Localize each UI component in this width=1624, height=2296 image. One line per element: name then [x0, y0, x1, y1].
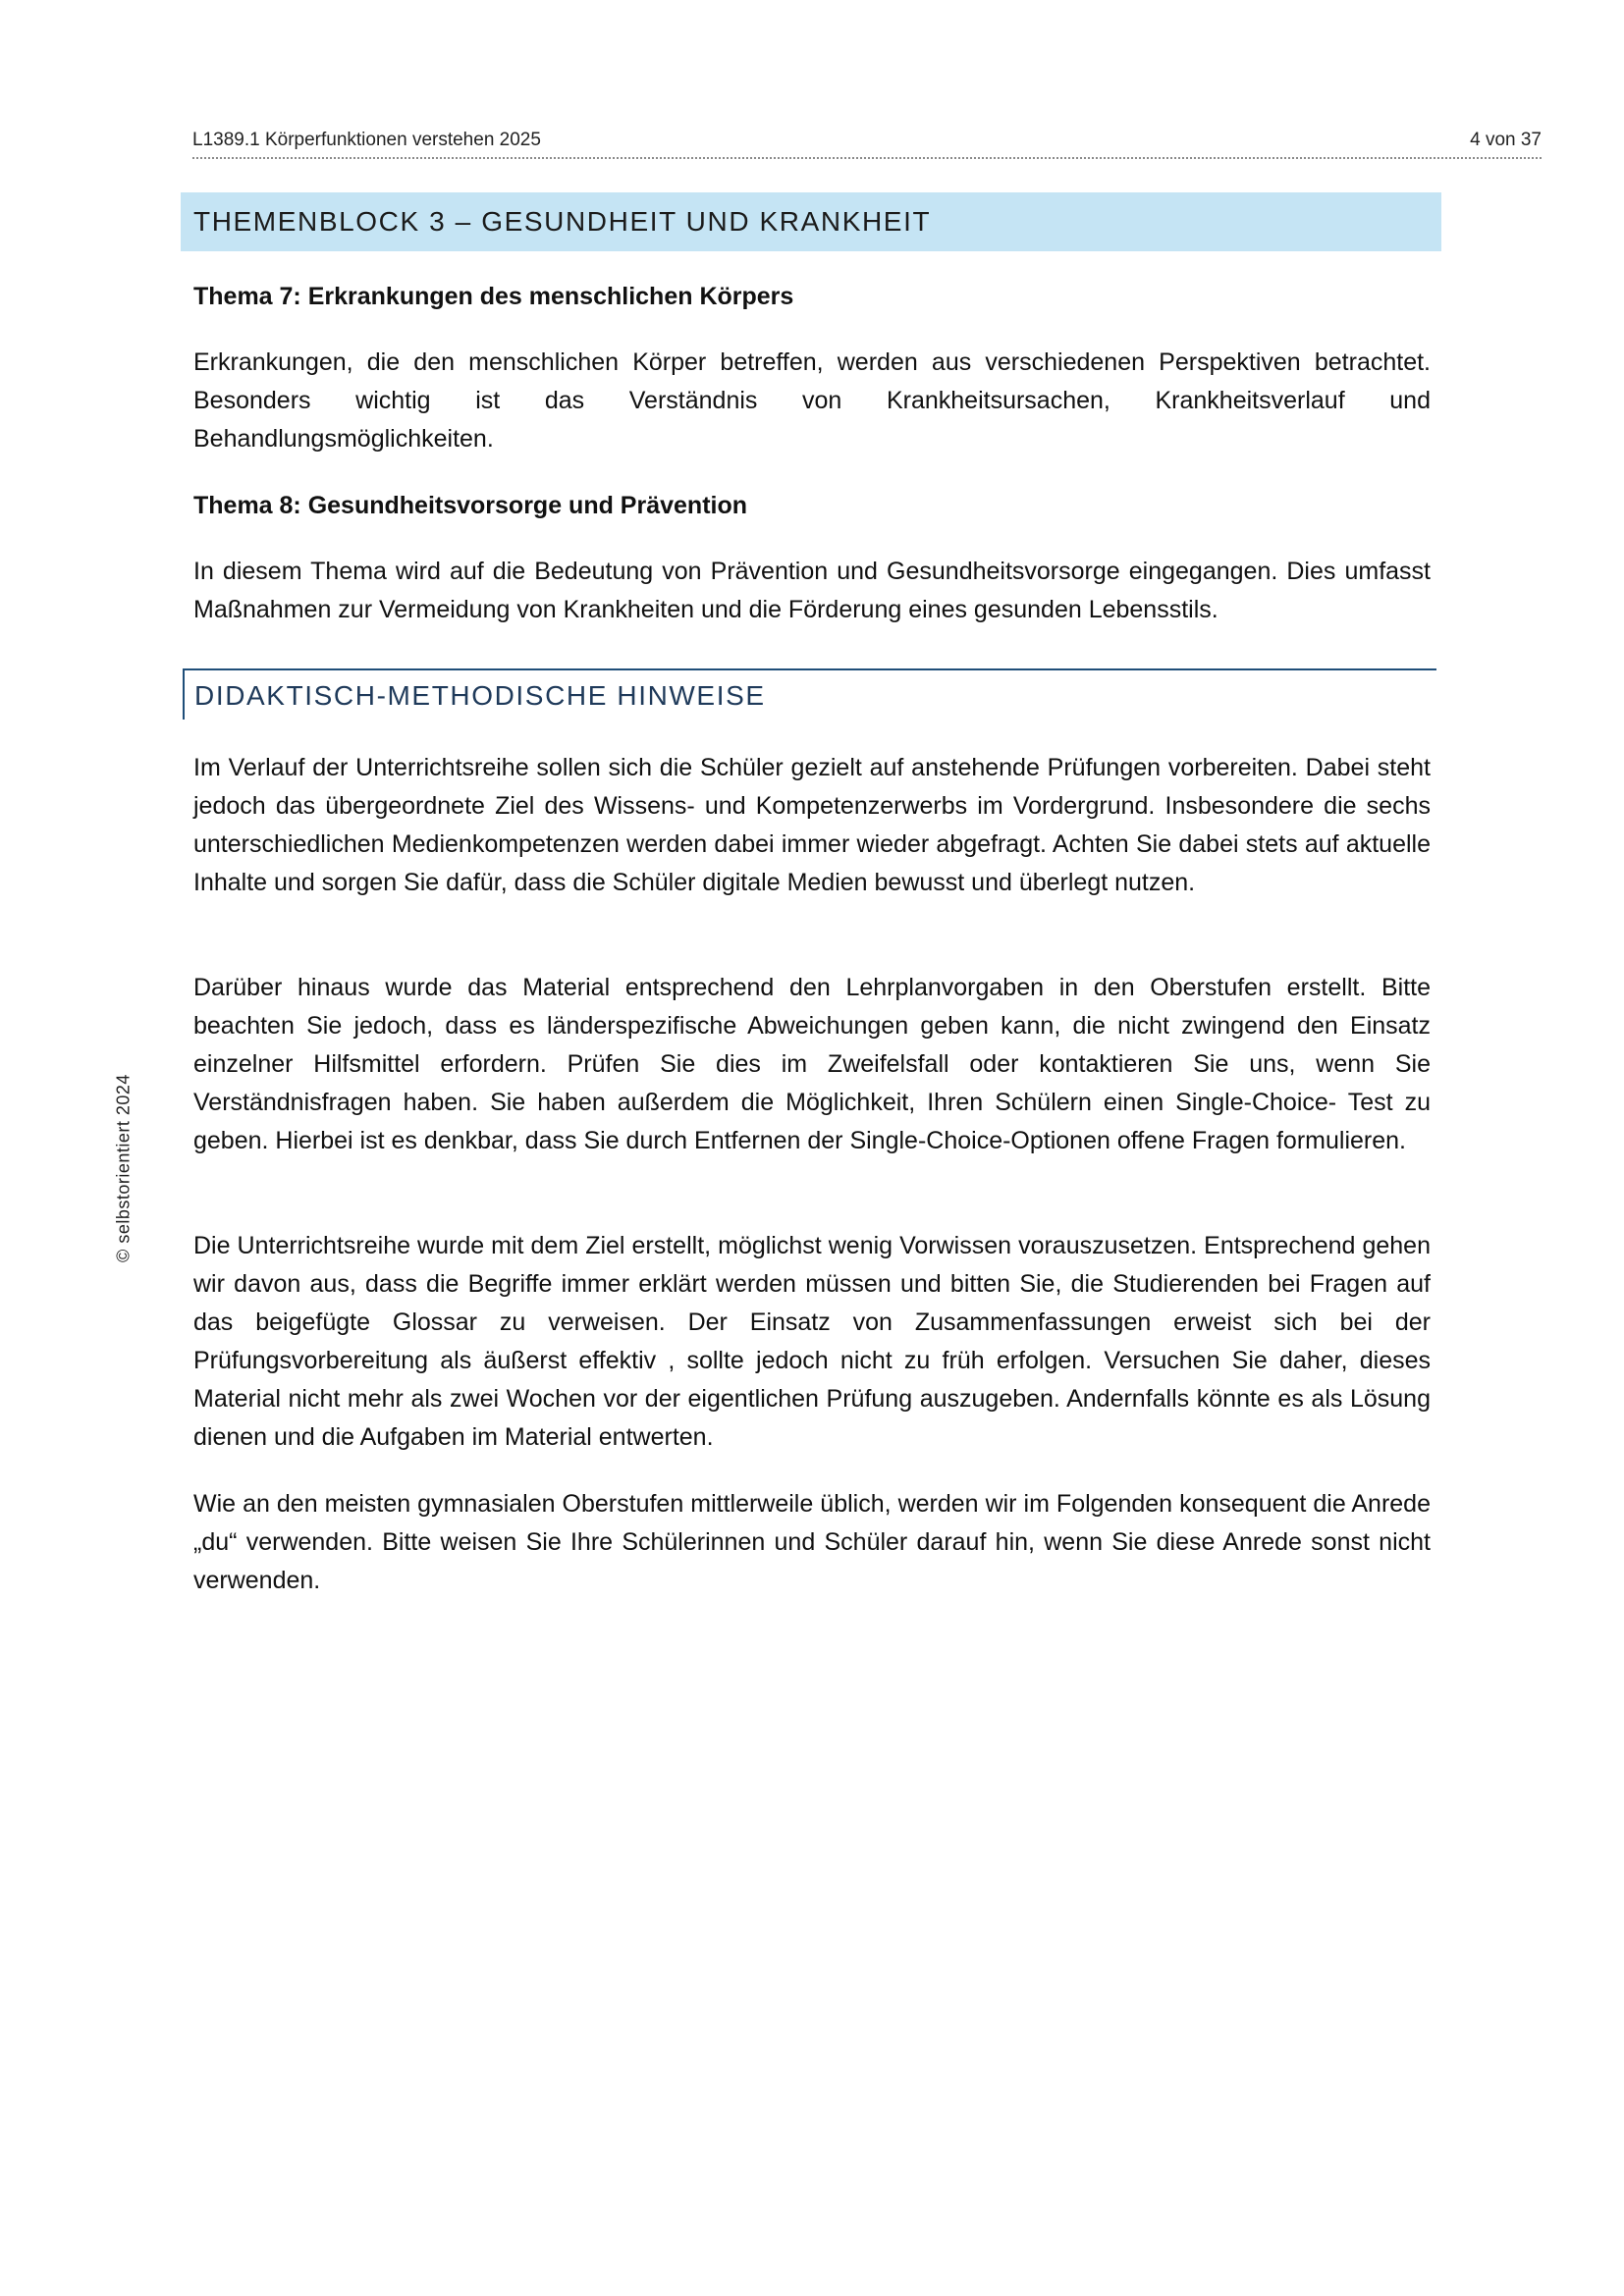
- topic-block-banner: [181, 192, 1441, 251]
- page-number: 4 von 37: [1470, 130, 1542, 150]
- topic-8-paragraph: In diesem Thema wird auf die Bedeutung von Prävention und Gesundheitsvorsorge eingegangen. Dies umfasst Maßnahmen zur Vermeidung von Krankheiten und die Förderung eines gesunden Lebensstils.: [193, 558, 1431, 623]
- didactic-paragraph: Wie an den meisten gymnasialen Oberstufen mittlerweile üblich, werden wir im Folgenden konsequent die Anrede „du“ verwenden. Bitte weisen Sie Ihre Schülerinnen und Schüler darauf hin, wenn Sie diese Anrede sonst nicht verwenden.: [193, 1490, 1431, 1594]
- topic-8-section: [193, 492, 1431, 520]
- didactic-section-title: DIDAKTISCH-METHODISCHE HINWEISE: [194, 680, 766, 711]
- didactic-block-3: [193, 1227, 1431, 1457]
- didactic-block-1: [193, 749, 1431, 902]
- didactic-paragraph: Die Unterrichtsreihe wurde mit dem Ziel erstellt, möglichst wenig Vorwissen vorauszusetzen. Entsprechend gehen wir davon aus, dass die Begriffe immer erklärt werden müssen und bitten Sie, die Studierenden bei Fragen auf das beigefügte Glossar zu verweisen. Der Einsatz von Zusammenfassungen erweist sich bei der Prüfungsvorbereitung als äußerst effektiv , sollte jedoch nicht zu früh erfolgen. Versuchen Sie daher, dieses Material nicht mehr als zwei Wochen vor der eigentlichen Prüfung auszugeben. Andernfalls könnte es als Lösung dienen und die Aufgaben im Material entwerten.: [193, 1232, 1431, 1451]
- didactic-block-2: [193, 969, 1431, 1160]
- topic-8-heading: Thema 8: Gesundheitsvorsorge und Prävention: [193, 492, 748, 519]
- topic-7-section: [193, 283, 1431, 311]
- topic-7-heading: Thema 7: Erkrankungen des menschlichen Körpers: [193, 283, 794, 310]
- didactic-block-4: [193, 1485, 1431, 1600]
- document-title: L1389.1 Körperfunktionen verstehen 2025: [192, 130, 541, 150]
- topic-8-body: [193, 553, 1431, 629]
- page-header: [192, 124, 1542, 159]
- didactic-paragraph: Im Verlauf der Unterrichtsreihe sollen sich die Schüler gezielt auf anstehende Prüfungen vorbereiten. Dabei steht jedoch das übergeordnete Ziel des Wissens- und Kompetenzerwerbs im Vordergrund. Insbesondere die sechs unterschiedlichen Medienkompetenzen werden dabei immer wieder abgefragt. Achten Sie dabei stets auf aktuelle Inhalte und sorgen Sie dafür, dass die Schüler digitale Medien bewusst und überlegt nutzen.: [193, 754, 1431, 896]
- topic-7-body: [193, 344, 1431, 458]
- didactic-paragraph: Darüber hinaus wurde das Material entsprechend den Lehrplanvorgaben in den Oberstufen erstellt. Bitte beachten Sie jedoch, dass es länderspezifische Abweichungen geben kann, die nicht zwingend den Einsatz einzelner Hilfsmittel erfordern. Prüfen Sie dies im Zweifelsfall oder kontaktieren Sie uns, wenn Sie Verständnisfragen haben. Sie haben außerdem die Möglichkeit, Ihren Schülern einen Single-Choice- Test zu geben. Hierbei ist es denkbar, dass Sie durch Entfernen der Single-Choice-Optionen offene Fragen formulieren.: [193, 974, 1431, 1154]
- topic-block-title: THEMENBLOCK 3 – GESUNDHEIT UND KRANKHEIT: [193, 206, 932, 237]
- didactic-section-header: [183, 668, 1436, 720]
- copyright-note: © selbstorientiert 2024: [113, 1074, 134, 1262]
- topic-7-paragraph: Erkrankungen, die den menschlichen Körper betreffen, werden aus verschiedenen Perspektiven betrachtet. Besonders wichtig ist das Verständnis von Krankheitsursachen, Krankheitsverlauf und Behandlungsmöglichkeiten.: [193, 348, 1431, 453]
